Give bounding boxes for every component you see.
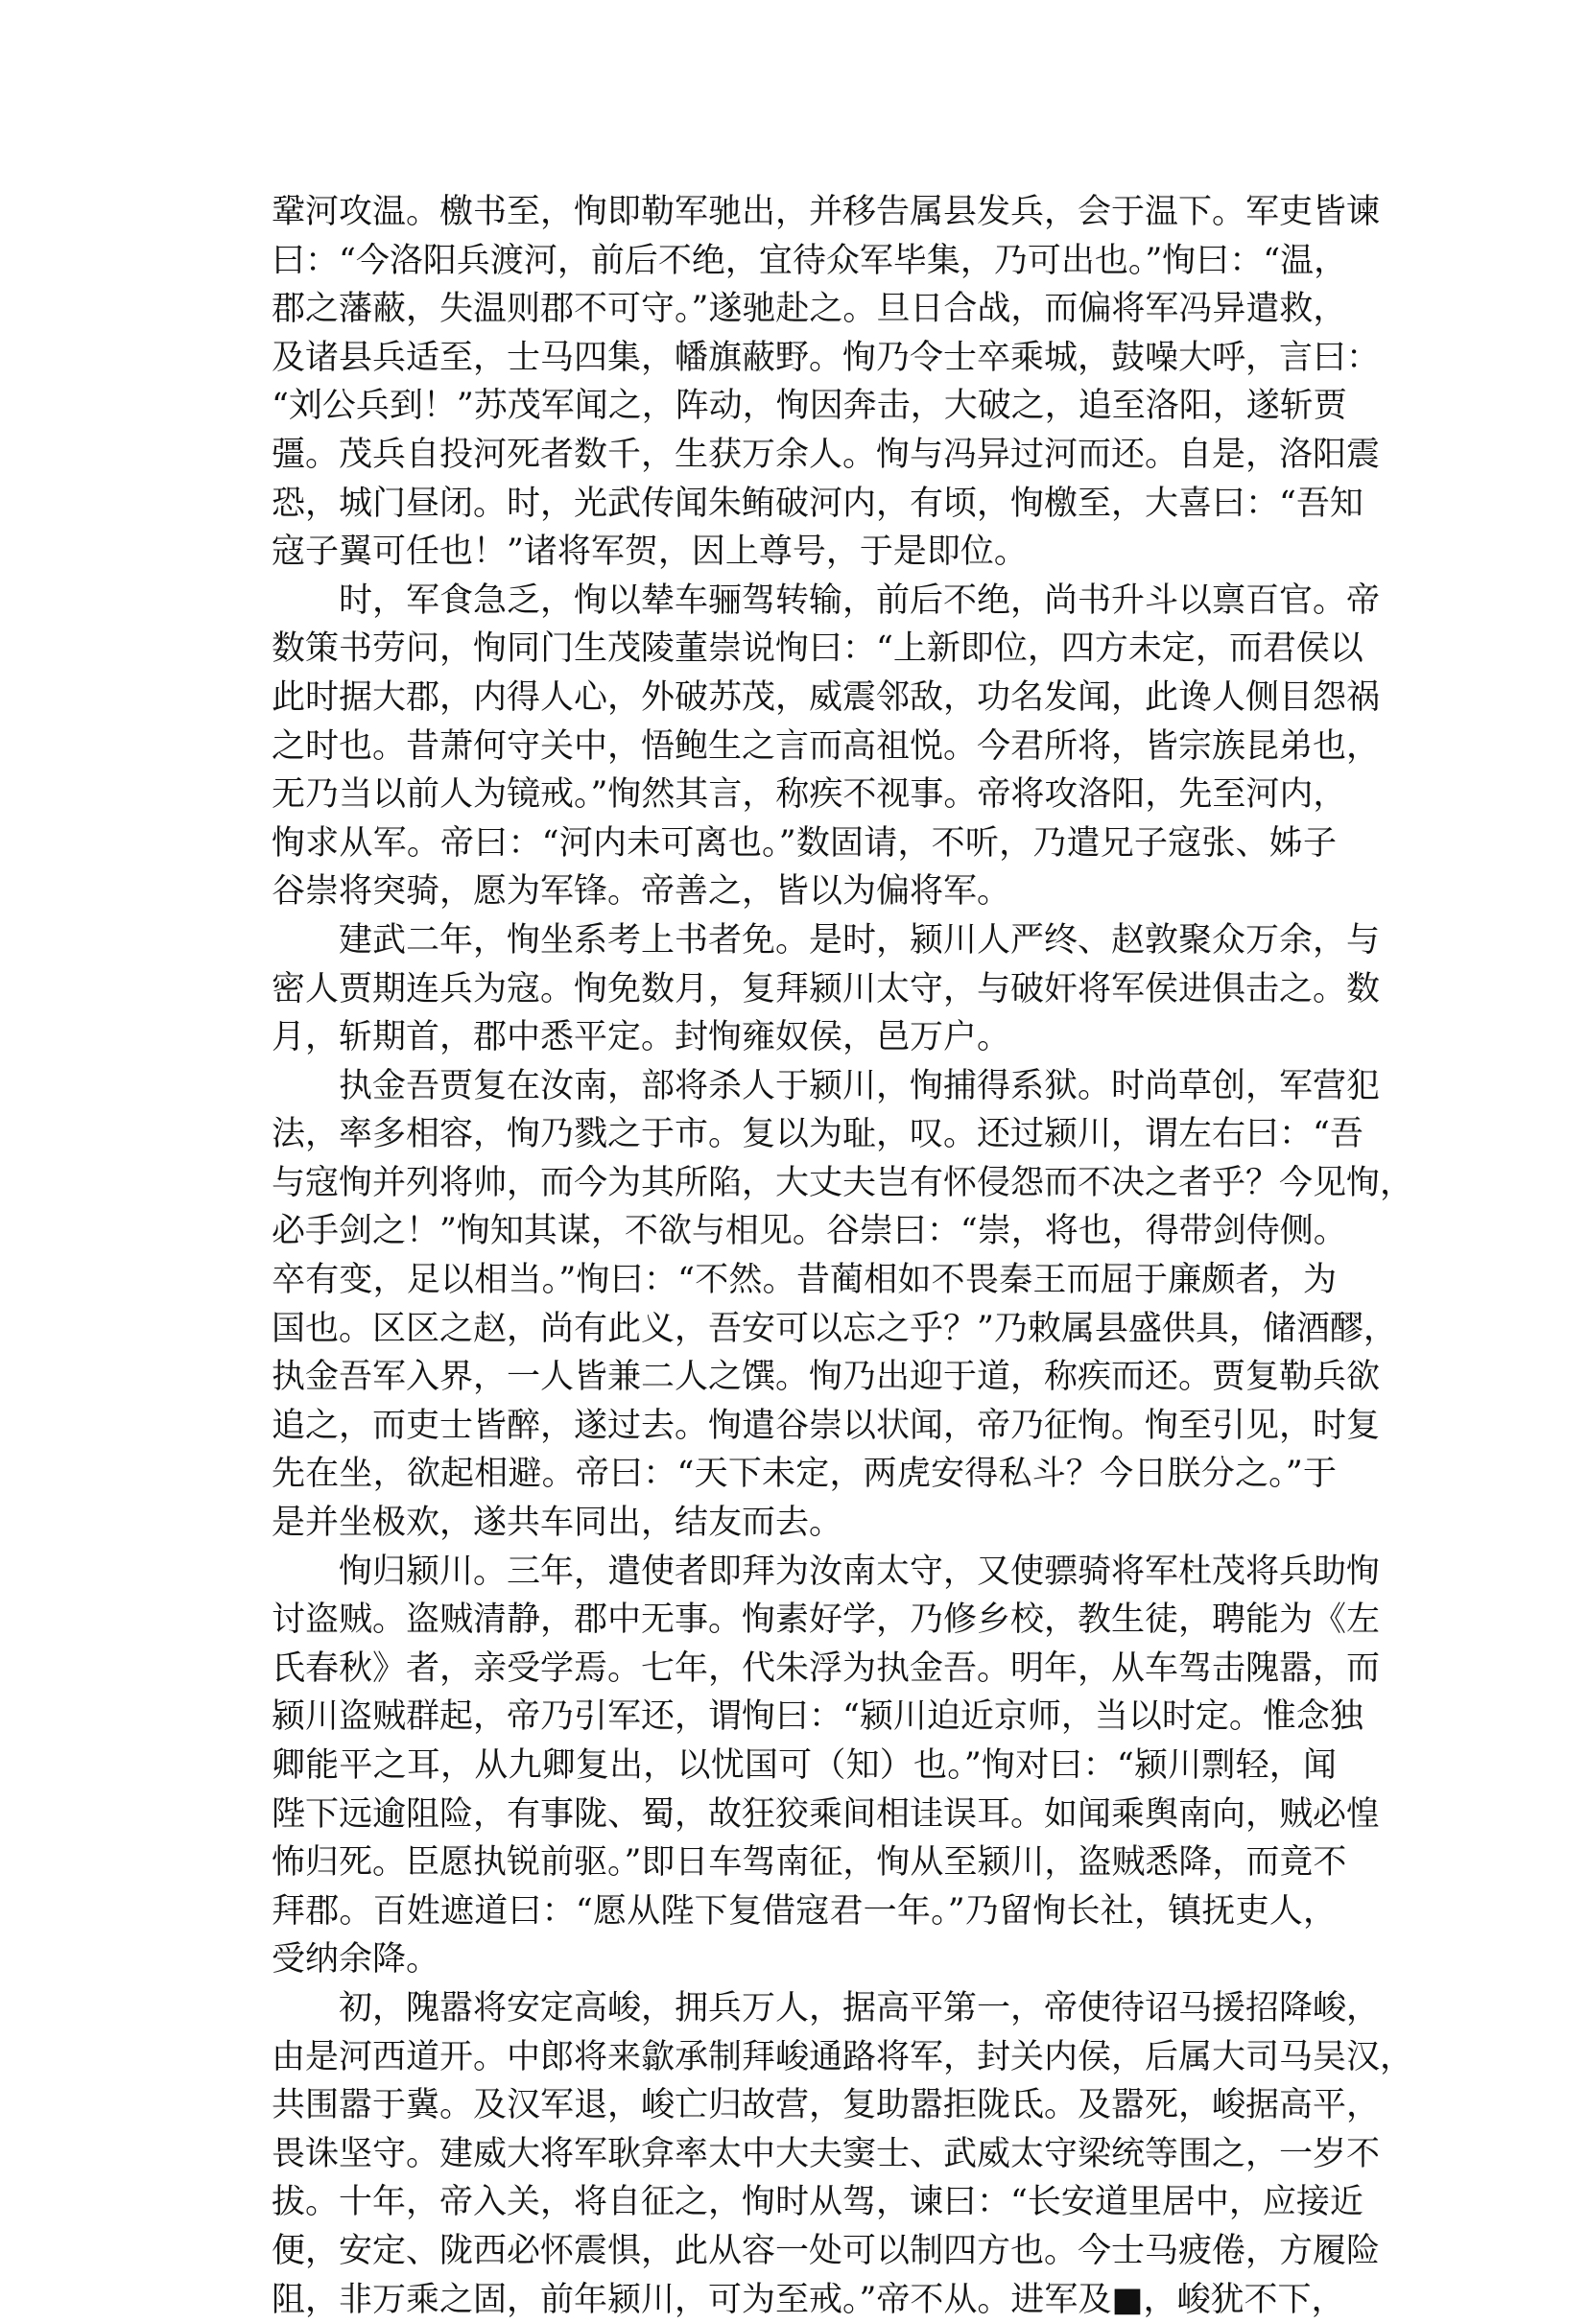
text-line: 必手剑之！”恂知其谋，不欲与相见。谷崇曰：“崇，将也，得带剑侍侧。 — [272, 1212, 1347, 1251]
text-line: 国也。区区之赵，尚有此义，吾安可以忘之乎？”乃敕属县盛供具，储酒醪， — [272, 1309, 1397, 1348]
text-line: 建武二年，恂坐系考上书者免。是时，颍川人严终、赵敦聚众万余，与 — [339, 920, 1381, 960]
text-line: 颍川盗贼群起，帝乃引军还，谓恂曰：“颍川迫近京师，当以时定。惟念独 — [272, 1697, 1363, 1737]
text-line: 恂归颍川。三年，遣使者即拜为汝南太守，又使骠骑将军杜茂将兵助恂 — [339, 1552, 1381, 1591]
text-line: 畏诛坚守。建威大将军耿弇率太中大夫窦士、武威太守梁统等围之，一岁不 — [272, 2134, 1381, 2173]
text-line: 初，隗嚣将安定高峻，拥兵万人，据高平第一，帝使待诏马援招降峻， — [339, 1988, 1381, 2028]
text-line: 追之，而吏士皆醉，遂过去。恂遣谷崇以状闻，帝乃征恂。恂至引见，时复 — [272, 1406, 1381, 1445]
text-line: 讨盗贼。盗贼清静，郡中无事。恂素好学，乃修乡校，教生徒，聘能为《左 — [272, 1601, 1381, 1640]
body-text — [272, 188, 1414, 2324]
text-line: 卒有变，足以相当。”恂曰：“不然。昔蔺相如不畏秦王而屈于廉颇者，为 — [272, 1261, 1337, 1300]
text-line: 曰：“今洛阳兵渡河，前后不绝，宜待众军毕集，乃可出也。”恂曰：“温， — [272, 241, 1348, 280]
text-line: 阻，非万乘之固，前年颍川，可为至戒。”帝不从。进军及■，峻犹不下， — [272, 2280, 1345, 2319]
text-line: 拔。十年，帝入关，将自征之，恂时从驾，谏曰：“长安道里居中，应接近 — [272, 2183, 1363, 2222]
text-line: 数策书劳问，恂同门生茂陵董崇说恂曰：“上新即位，四方未定，而君侯以 — [272, 629, 1363, 669]
text-line: 密人贾期连兵为寇。恂免数月，复拜颍川太守，与破奸将军侯进俱击之。数 — [272, 969, 1381, 1008]
text-line: 执金吾军入界，一人皆兼二人之馔。恂乃出迎于道，称疾而还。贾复勒兵欲 — [272, 1358, 1381, 1397]
text-line: 共围嚣于冀。及汉军退，峻亡归故营，复助嚣拒陇氐。及嚣死，峻据高平， — [272, 2086, 1381, 2125]
text-line: 郡之藩蔽，失温则郡不可守。”遂驰赴之。旦日合战，而偏将军冯异遣救， — [272, 290, 1347, 329]
text-line: 鞏河攻温。檄书至，恂即勒军驰出，并移告属县发兵，会于温下。军吏皆谏 — [272, 193, 1381, 231]
text-line: 陛下远逾阻险，有事陇、蜀，故狂狡乘间相诖误耳。如闻乘舆南向，贼必惶 — [272, 1794, 1381, 1834]
text-line: 便，安定、陇西必怀震惧，此从容一处可以制四方也。今士马疲倦，方履险 — [272, 2231, 1381, 2270]
paragraph — [272, 577, 1381, 916]
paragraph — [272, 188, 1381, 577]
text-line: 寇子翼可任也！”诸将军贺，因上尊号，于是即位。 — [272, 533, 1028, 572]
text-line: 恂求从军。帝曰：“河内未可离也。”数固请，不听，乃遣兄子寇张、姊子 — [272, 823, 1337, 863]
text-line: 法，率多相容，恂乃戮之于市。复以为耻，叹。还过颍川，谓左右曰：“吾 — [272, 1115, 1363, 1154]
text-line: 谷崇将突骑，愿为军锋。帝善之，皆以为偏将军。 — [272, 872, 1011, 912]
paragraph — [272, 916, 1381, 1062]
text-line: 由是河西道开。中郎将来歙承制拜峻通路将军，封关内侯，后属大司马吴汉， — [272, 2037, 1414, 2076]
paragraph — [272, 1984, 1414, 2324]
text-line: 执金吾贾复在汝南，部将杀人于颍川，恂捕得系狱。时尚草创，军营犯 — [339, 1066, 1381, 1105]
paragraph — [272, 1062, 1414, 1548]
text-line: 时，军食急乏，恂以辇车骊驾转输，前后不绝，尚书升斗以禀百官。帝 — [339, 581, 1381, 620]
text-line: 是并坐极欢，遂共车同出，结友而去。 — [272, 1504, 843, 1543]
text-line: 先在坐，欲起相避。帝曰：“天下未定，两虎安得私斗？今日朕分之。”于 — [272, 1455, 1337, 1494]
text-line: 受纳余降。 — [272, 1940, 440, 1980]
text-line: 怖归死。臣愿执锐前驱。”即日车驾南征，恂从至颍川，盗贼悉降，而竟不 — [272, 1843, 1347, 1883]
paragraph — [272, 1548, 1381, 1984]
text-line: 氏春秋》者，亲受学焉。七年，代朱浮为执金吾。明年，从车驾击隗嚣，而 — [272, 1648, 1381, 1688]
text-line: 恐，城门昼闭。时，光武传闻朱鲔破河内，有顷，恂檄至，大喜曰：“吾知 — [272, 484, 1363, 523]
text-line: 此时据大郡，内得人心，外破苏茂，威震邻敌，功名发闻，此谗人侧目怨祸 — [272, 677, 1381, 717]
text-line: 无乃当以前人为镜戒。”恂然其言，称疾不视事。帝将攻洛阳，先至河内， — [272, 775, 1347, 815]
text-line: 及诸县兵适至，士马四集，幡旗蔽野。恂乃令士卒乘城，鼓噪大呼，言曰： — [272, 338, 1381, 377]
text-line: “刘公兵到！”苏茂军闻之，阵动，恂因奔击，大破之，追至洛阳，遂斩贾 — [272, 387, 1347, 426]
text-line: 月，斩期首，郡中悉平定。封恂雍奴侯，邑万户。 — [272, 1018, 1011, 1057]
text-line: 之时也。昔萧何守关中，悟鲍生之言而高祖悦。今君所将，皆宗族昆弟也， — [272, 726, 1381, 766]
text-line: 卿能平之耳，从九卿复出，以忧国可（知）也。”恂对曰：“颍川剽轻，闻 — [272, 1746, 1337, 1785]
text-line: 与寇恂并列将帅，而今为其所陷，大丈夫岂有怀侵怨而不决之者乎？今见恂， — [272, 1163, 1414, 1202]
text-line: 拜郡。百姓遮道曰：“愿从陛下复借寇君一年。”乃留恂长社，镇抚吏人， — [272, 1891, 1337, 1931]
text-line: 彊。茂兵自投河死者数千，生获万余人。恂与冯异过河而还。自是，洛阳震 — [272, 435, 1381, 474]
